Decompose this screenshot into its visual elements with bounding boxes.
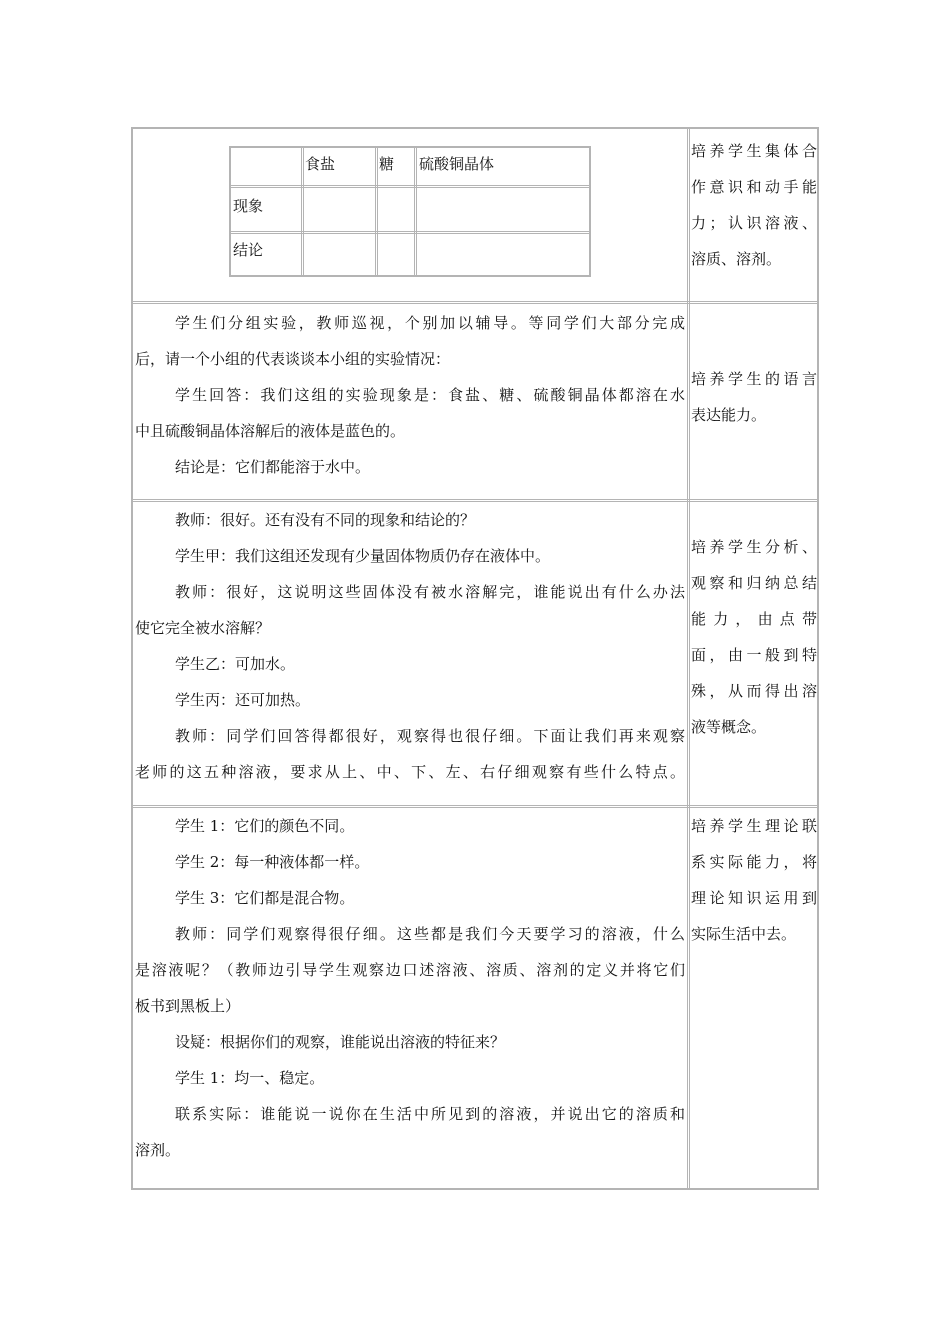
inner-col-divider [414,148,417,275]
note-line: 面，由一般到特 [691,646,817,664]
text-line: 教师：很好，这说明这些固体没有被水溶解完，谁能说出有什么办法 [175,583,685,601]
text-line: 设疑：根据你们的观察，谁能说出溶液的特征来？ [175,1033,506,1051]
text-line: 学生 1：它们的颜色不同。 [175,817,355,835]
text-line: 联系实际：谁能说一说你在生活中所见到的溶液，并说出它的溶质和 [175,1105,685,1123]
note-line: 培养学生的语言 [691,370,817,388]
lesson-table [131,127,819,1190]
text-line: 板书到黑板上） [135,997,241,1015]
text-line: 是溶液呢？（教师边引导学生观察边口述溶液、溶质、溶剂的定义并将它们 [135,961,685,979]
header-cell: 硫酸铜晶体 [419,155,495,173]
note-line: 理论知识运用到 [691,889,817,907]
row-label: 结论 [233,241,264,259]
row-divider [133,301,817,304]
inner-row-divider [231,231,589,234]
row-3-main [133,502,687,790]
text-line: 学生 2：每一种液体都一样。 [175,853,370,871]
text-line: 后，请一个小组的代表谈谈本小组的实验情况： [135,350,451,368]
row-1-note [691,133,817,277]
text-line: 学生甲：我们这组还发现有少量固体物质仍存在液体中。 [175,547,551,565]
note-line: 观察和归纳总结 [691,574,817,592]
text-line: 结论是：它们都能溶于水中。 [175,458,371,476]
text-line: 学生 3：它们都是混合物。 [175,889,355,907]
note-line: 培养学生集体合 [691,142,817,160]
text-line: 溶剂。 [135,1141,181,1159]
note-line: 溶质、溶剂。 [691,250,782,268]
row-4-main [133,808,687,1168]
column-divider [687,129,690,1188]
note-line: 作意识和动手能 [691,178,817,196]
text-line: 教师：同学们回答得都很好，观察得也很仔细。下面让我们再来观察 [175,727,685,745]
note-line: 培养学生理论联 [691,817,817,835]
note-line: 力；认识溶液、 [691,214,817,232]
note-line: 系实际能力，将 [691,853,817,871]
row-3-note [691,529,817,745]
text-line: 学生丙：还可加热。 [175,691,311,709]
text-line: 教师：同学们观察得很仔细。这些都是我们今天要学习的溶液，什么 [175,925,685,943]
note-line: 液等概念。 [691,718,767,736]
text-line: 中且硫酸铜晶体溶解后的液体是蓝色的。 [135,422,406,440]
row-4-note [691,808,817,952]
note-line: 培养学生分析、 [691,538,817,556]
row-2-note [691,361,817,433]
row-1-main [133,129,687,301]
text-line: 学生回答：我们这组的实验现象是：食盐、糖、硫酸铜晶体都溶在水 [175,386,685,404]
inner-col-divider [375,148,378,275]
inner-row-divider [231,185,589,188]
header-cell: 糖 [379,155,395,173]
row-2-main [133,305,687,485]
note-line: 实际生活中去。 [691,925,797,943]
text-line: 学生们分组实验，教师巡视，个别加以辅导。等同学们大部分完成 [175,314,685,332]
note-line: 表达能力。 [691,406,767,424]
text-line: 使它完全被水溶解？ [135,619,271,637]
experiment-table [229,146,591,277]
text-line: 学生乙：可加水。 [175,655,296,673]
header-cell: 食盐 [305,155,336,173]
note-line: 能 力 ， 由 点 带 [691,610,817,628]
text-line: 老师的这五种溶液，要求从上、中、下、左、右仔细观察有些什么特点。 [135,763,685,781]
text-line: 教师：很好。还有没有不同的现象和结论的？ [175,511,476,529]
row-label: 现象 [233,197,264,215]
inner-col-divider [301,148,304,275]
note-line: 殊，从而得出溶 [691,682,817,700]
text-line: 学生 1：均一、稳定。 [175,1069,325,1087]
